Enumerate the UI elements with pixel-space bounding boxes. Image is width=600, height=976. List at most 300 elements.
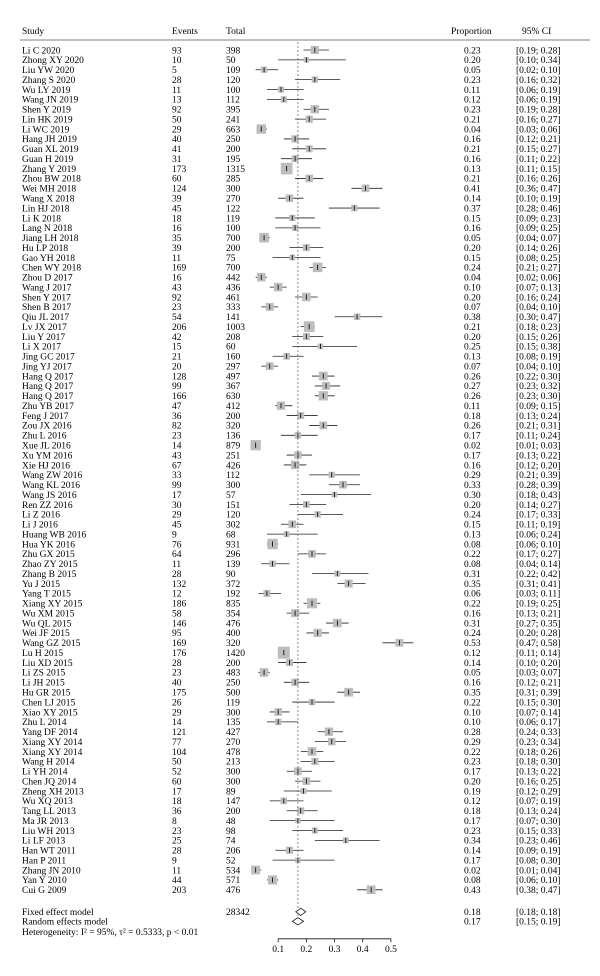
events-value: 28	[172, 75, 182, 86]
proportion-value: 0.08	[464, 876, 481, 887]
total-value: 57	[226, 490, 236, 501]
study-rows	[22, 42, 561, 926]
study-row	[22, 313, 561, 323]
events-value: 17	[172, 490, 182, 501]
total-value: 141	[226, 313, 241, 324]
study-name: Zhu L 2016	[22, 431, 67, 442]
events-value: 169	[172, 263, 187, 274]
ci-value: [0.03; 0.07]	[516, 668, 561, 679]
events-value: 203	[172, 886, 187, 897]
header-proportion: Proportion	[451, 27, 492, 37]
events-value: 124	[172, 184, 187, 195]
ci-value: [0.21; 0.27]	[516, 263, 561, 274]
events-value: 173	[172, 164, 187, 175]
total-value: 270	[226, 194, 241, 205]
study-row	[22, 353, 561, 363]
events-value: 33	[172, 471, 182, 482]
study-name: Lang N 2018	[22, 224, 73, 235]
ci-value: [0.23; 0.32]	[516, 382, 561, 393]
total-value: 119	[226, 214, 240, 225]
total-value: 200	[226, 243, 241, 254]
study-name: Wei MH 2018	[22, 184, 77, 195]
events-value: 12	[172, 589, 182, 600]
ci-value: [0.08; 0.30]	[516, 856, 561, 867]
study-name: Zhu GX 2015	[22, 550, 75, 561]
total-value: 300	[226, 481, 241, 492]
proportion-value: 0.17	[464, 816, 481, 827]
study-name: Zou JX 2016	[22, 421, 72, 432]
study-row	[22, 96, 561, 106]
study-row	[22, 224, 561, 234]
total-value: 68	[226, 530, 236, 541]
total-value: 476	[226, 886, 241, 897]
study-name: Ren ZZ 2016	[22, 500, 73, 511]
ci-value: [0.06; 0.19]	[516, 85, 561, 96]
fixed-diamond	[296, 908, 306, 915]
study-row	[22, 214, 561, 224]
study-row	[22, 321, 561, 333]
proportion-value: 0.04	[464, 273, 481, 284]
proportion-value: 0.21	[464, 115, 481, 126]
random-diamond	[292, 918, 303, 925]
proportion-value: 0.22	[464, 599, 481, 610]
total-value: 442	[226, 273, 241, 284]
events-value: 5	[172, 66, 177, 77]
events-value: 29	[172, 708, 182, 719]
study-row	[22, 530, 561, 540]
proportion-value: 0.34	[464, 836, 481, 847]
study-row	[22, 758, 561, 768]
proportion-value: 0.24	[464, 263, 481, 274]
proportion-value: 0.05	[464, 668, 481, 679]
ci-value: [0.16; 0.25]	[516, 777, 561, 788]
study-name: Yang DF 2014	[22, 728, 78, 739]
ci-value: [0.07; 0.13]	[516, 283, 561, 294]
random-ci: [0.15; 0.19]	[516, 917, 561, 928]
ci-value: [0.19; 0.28]	[516, 46, 561, 57]
study-row	[22, 175, 561, 185]
events-value: 31	[172, 154, 182, 165]
total-value: 119	[226, 698, 240, 709]
study-row	[22, 86, 561, 96]
study-name: Zheng XH 2013	[22, 787, 84, 798]
study-name: Xie HJ 2016	[22, 461, 71, 472]
ci-value: [0.28; 0.46]	[516, 204, 561, 215]
proportion-value: 0.06	[464, 589, 481, 600]
tick-label: 0.4	[356, 944, 369, 955]
ci-value: [0.18; 0.26]	[516, 747, 561, 758]
study-row	[22, 422, 561, 432]
fixed-effect-row	[22, 907, 561, 918]
proportion-value: 0.20	[464, 332, 481, 343]
ci-value: [0.36; 0.47]	[516, 184, 561, 195]
proportion-value: 0.14	[464, 194, 481, 205]
ci-value: [0.09; 0.15]	[516, 401, 561, 412]
study-name: Jiang LH 2018	[22, 234, 79, 245]
total-value: 208	[226, 332, 241, 343]
events-value: 52	[172, 767, 182, 778]
events-value: 18	[172, 214, 182, 225]
total-value: 497	[226, 372, 241, 383]
proportion-value: 0.12	[464, 95, 481, 106]
total-value: 700	[226, 234, 241, 245]
study-row	[22, 659, 561, 669]
ci-value: [0.23; 0.46]	[516, 836, 561, 847]
study-name: Chen JQ 2014	[22, 777, 77, 788]
proportion-value: 0.31	[464, 619, 481, 630]
proportion-value: 0.38	[464, 313, 481, 324]
study-row	[22, 728, 561, 738]
events-value: 176	[172, 648, 187, 659]
study-row	[22, 885, 561, 896]
study-row	[22, 402, 561, 412]
ci-value: [0.13; 0.24]	[516, 807, 561, 818]
fixed-total: 28342	[226, 908, 250, 919]
proportion-value: 0.35	[464, 579, 481, 590]
study-name: Liu WH 2013	[22, 826, 75, 837]
study-name: Liu XD 2015	[22, 658, 73, 669]
events-value: 30	[172, 500, 182, 511]
study-name: Hang Q 2017	[22, 372, 74, 383]
study-row	[22, 135, 561, 145]
events-value: 99	[172, 481, 182, 492]
proportion-value: 0.53	[464, 639, 481, 650]
random-label: Random effects model	[22, 917, 108, 928]
proportion-value: 0.07	[464, 303, 481, 314]
proportion-value: 0.10	[464, 718, 481, 729]
total-value: 100	[226, 85, 241, 96]
fixed-label: Fixed effect model	[22, 908, 94, 919]
total-value: 367	[226, 382, 241, 393]
ci-value: [0.22; 0.42]	[516, 569, 561, 580]
total-value: 478	[226, 747, 241, 758]
ci-value: [0.13; 0.22]	[516, 451, 561, 462]
ci-value: [0.09; 0.23]	[516, 214, 561, 225]
study-row	[22, 570, 561, 580]
ci-value: [0.10; 0.20]	[516, 658, 561, 669]
proportion-value: 0.20	[464, 243, 481, 254]
proportion-value: 0.23	[464, 75, 481, 86]
study-name: Yang T 2015	[22, 589, 71, 600]
total-value: 90	[226, 569, 236, 580]
ci-value: [0.07; 0.14]	[516, 708, 561, 719]
ci-value: [0.23; 0.30]	[516, 392, 561, 403]
ci-value: [0.04; 0.07]	[516, 234, 561, 245]
proportion-value: 0.05	[464, 234, 481, 245]
events-value: 23	[172, 826, 182, 837]
ci-value: [0.12; 0.20]	[516, 461, 561, 472]
study-name: Hua YK 2016	[22, 540, 75, 551]
ci-value: [0.11; 0.19]	[516, 520, 561, 531]
events-value: 14	[172, 441, 182, 452]
events-value: 67	[172, 461, 182, 472]
events-value: 40	[172, 135, 182, 146]
events-value: 95	[172, 629, 182, 640]
total-value: 483	[226, 668, 241, 679]
study-name: Zhong XY 2020	[22, 56, 84, 67]
total-value: 200	[226, 658, 241, 669]
proportion-value: 0.29	[464, 471, 481, 482]
proportion-value: 0.02	[464, 441, 481, 452]
total-value: 250	[226, 135, 241, 146]
study-row	[22, 668, 561, 679]
fixed-ci: [0.18; 0.18]	[516, 908, 561, 919]
fixed-proportion: 0.18	[464, 908, 481, 919]
study-name: Xu YM 2016	[22, 451, 73, 462]
total-value: 354	[226, 609, 241, 620]
study-row	[22, 343, 561, 353]
events-value: 77	[172, 737, 182, 748]
study-name: Wei JF 2015	[22, 629, 70, 640]
events-value: 8	[172, 816, 177, 827]
total-value: 372	[226, 579, 241, 590]
study-row	[22, 56, 561, 66]
total-value: 195	[226, 154, 241, 165]
total-value: 120	[226, 510, 241, 521]
ci-value: [0.15; 0.27]	[516, 145, 561, 156]
events-value: 35	[172, 234, 182, 245]
proportion-value: 0.08	[464, 560, 481, 571]
events-value: 23	[172, 303, 182, 314]
ci-value: [0.12; 0.21]	[516, 678, 561, 689]
study-row	[22, 856, 561, 866]
proportion-value: 0.20	[464, 293, 481, 304]
study-row	[22, 520, 560, 530]
events-value: 121	[172, 728, 187, 739]
events-value: 17	[172, 787, 182, 798]
study-row	[22, 451, 561, 461]
events-value: 10	[172, 56, 182, 67]
study-row	[22, 560, 561, 570]
ci-value: [0.08; 0.25]	[516, 253, 561, 264]
heterogeneity-text: Heterogeneity: I² = 95%, τ² = 0.5333, p < 0.01	[22, 928, 199, 939]
study-row	[22, 204, 561, 214]
proportion-value: 0.10	[464, 708, 481, 719]
proportion-value: 0.22	[464, 747, 481, 758]
events-value: 36	[172, 807, 182, 818]
total-value: 136	[226, 431, 241, 442]
ci-value: [0.13; 0.21]	[516, 609, 561, 620]
study-row	[22, 590, 560, 600]
proportion-value: 0.08	[464, 540, 481, 551]
proportion-value: 0.16	[464, 154, 481, 165]
study-name: Li JH 2015	[22, 678, 65, 689]
events-value: 39	[172, 243, 182, 254]
study-row	[22, 511, 561, 521]
ci-value: [0.11; 0.22]	[516, 154, 561, 165]
ci-value: [0.18; 0.30]	[516, 757, 561, 768]
study-row	[22, 273, 561, 284]
events-value: 15	[172, 342, 182, 353]
ci-value: [0.08; 0.19]	[516, 352, 561, 363]
study-name: Li C 2020	[22, 46, 61, 57]
total-value: 74	[226, 836, 236, 847]
study-name: Qiu JL 2017	[22, 313, 70, 324]
proportion-value: 0.23	[464, 826, 481, 837]
ci-value: [0.07; 0.19]	[516, 797, 561, 808]
events-value: 104	[172, 747, 187, 758]
events-value: 11	[172, 253, 182, 264]
study-row	[22, 875, 561, 886]
total-value: 52	[226, 856, 236, 867]
study-row	[22, 254, 561, 264]
proportion-value: 0.12	[464, 797, 481, 808]
total-value: 300	[226, 767, 241, 778]
ci-value: [0.10; 0.19]	[516, 194, 561, 205]
events-value: 166	[172, 392, 187, 403]
events-value: 29	[172, 510, 182, 521]
proportion-value: 0.11	[464, 401, 481, 412]
study-row	[22, 619, 561, 630]
ci-value: [0.18; 0.23]	[516, 322, 561, 333]
study-row	[22, 124, 561, 135]
ci-value: [0.16; 0.32]	[516, 75, 561, 86]
proportion-value: 0.25	[464, 342, 481, 353]
events-value: 64	[172, 550, 182, 561]
events-value: 41	[172, 145, 182, 156]
total-value: 534	[226, 866, 241, 877]
proportion-value: 0.21	[464, 322, 481, 333]
ci-value: [0.31; 0.39]	[516, 688, 561, 699]
total-value: 835	[226, 599, 241, 610]
ci-value: [0.27; 0.35]	[516, 619, 561, 630]
ci-value: [0.03; 0.06]	[516, 125, 561, 136]
study-name: Hang JH 2019	[22, 135, 77, 146]
ci-value: [0.38; 0.47]	[516, 886, 561, 897]
proportion-value: 0.19	[464, 787, 481, 798]
study-name: Wang JS 2016	[22, 490, 77, 501]
study-row	[22, 440, 561, 451]
ci-value: [0.16; 0.26]	[516, 174, 561, 185]
total-value: 297	[226, 362, 241, 373]
study-row	[22, 115, 561, 125]
events-value: 93	[172, 46, 182, 57]
ci-value: [0.23; 0.34]	[516, 737, 561, 748]
study-name: Xiang XY 2014	[22, 737, 83, 748]
total-value: 879	[226, 441, 241, 452]
events-value: 28	[172, 658, 182, 669]
study-row	[22, 639, 561, 649]
events-value: 28	[172, 846, 182, 857]
events-value: 44	[172, 876, 182, 887]
study-row	[22, 827, 561, 837]
total-value: 60	[226, 342, 236, 353]
events-value: 43	[172, 283, 182, 294]
study-row	[22, 598, 561, 609]
events-value: 39	[172, 194, 182, 205]
study-name: Hu LP 2018	[22, 243, 69, 254]
study-row	[22, 372, 561, 383]
study-name: Wu XM 2015	[22, 609, 75, 620]
study-name: Li ZS 2015	[22, 668, 66, 679]
total-value: 270	[226, 737, 241, 748]
study-name: Chen LJ 2015	[22, 698, 76, 709]
total-value: 427	[226, 728, 241, 739]
proportion-value: 0.13	[464, 164, 481, 175]
events-value: 128	[172, 372, 187, 383]
ci-value: [0.01; 0.04]	[516, 866, 561, 877]
tick-label: 0.3	[328, 944, 341, 955]
events-value: 45	[172, 204, 182, 215]
ci-value: [0.14; 0.26]	[516, 243, 561, 254]
total-value: 75	[226, 253, 236, 264]
proportion-value: 0.20	[464, 777, 481, 788]
events-value: 92	[172, 293, 182, 304]
proportion-value: 0.23	[464, 105, 481, 116]
study-row	[22, 471, 561, 481]
ci-value: [0.06; 0.10]	[516, 876, 561, 887]
proportion-value: 0.12	[464, 648, 481, 659]
study-row	[22, 283, 561, 294]
header-study: Study	[22, 27, 45, 37]
study-name: Gao YH 2018	[22, 253, 75, 264]
total-value: 320	[226, 639, 241, 650]
events-value: 60	[172, 174, 182, 185]
proportion-value: 0.23	[464, 757, 481, 768]
proportion-value: 0.02	[464, 866, 481, 877]
proportion-value: 0.33	[464, 481, 481, 492]
study-row	[22, 244, 561, 254]
study-name: Wang J 2017	[22, 283, 72, 294]
ci-value: [0.19; 0.25]	[516, 599, 561, 610]
total-value: 400	[226, 629, 241, 640]
events-value: 60	[172, 777, 182, 788]
events-value: 16	[172, 273, 182, 284]
study-name: Ma JR 2013	[22, 816, 69, 827]
total-value: 571	[226, 876, 241, 887]
study-row	[22, 837, 561, 847]
study-name: Zhang S 2020	[22, 75, 76, 86]
ci-value: [0.11; 0.24]	[516, 431, 561, 442]
study-row	[22, 609, 561, 619]
ci-value: [0.12; 0.29]	[516, 787, 561, 798]
total-value: 931	[226, 540, 241, 551]
proportion-value: 0.26	[464, 421, 481, 432]
total-value: 50	[226, 56, 236, 67]
total-value: 109	[226, 66, 241, 77]
total-value: 200	[226, 807, 241, 818]
total-value: 461	[226, 293, 241, 304]
events-value: 11	[172, 866, 182, 877]
proportion-value: 0.04	[464, 125, 481, 136]
events-value: 21	[172, 352, 182, 363]
study-name: Lv JX 2017	[22, 322, 67, 333]
ci-value: [0.17; 0.27]	[516, 550, 561, 561]
study-row	[22, 501, 561, 511]
study-row	[22, 688, 561, 699]
total-value: 98	[226, 826, 236, 837]
study-row	[22, 432, 560, 442]
study-name: Xiang XY 2014	[22, 747, 83, 758]
proportion-value: 0.13	[464, 352, 481, 363]
ci-value: [0.04; 0.10]	[516, 303, 561, 314]
events-value: 99	[172, 382, 182, 393]
proportion-value: 0.20	[464, 500, 481, 511]
ci-value: [0.15; 0.26]	[516, 332, 561, 343]
study-name: Wang JN 2019	[22, 95, 79, 106]
study-row	[22, 767, 561, 777]
proportion-value: 0.11	[464, 85, 481, 96]
ci-value: [0.24; 0.33]	[516, 728, 561, 739]
ci-value: [0.31; 0.41]	[516, 579, 561, 590]
proportion-value: 0.22	[464, 550, 481, 561]
study-name: Zhou D 2017	[22, 273, 73, 284]
proportion-value: 0.31	[464, 569, 481, 580]
events-value: 58	[172, 609, 182, 620]
study-name: Wu QL 2015	[22, 619, 72, 630]
study-row	[22, 539, 561, 551]
events-value: 16	[172, 224, 182, 235]
